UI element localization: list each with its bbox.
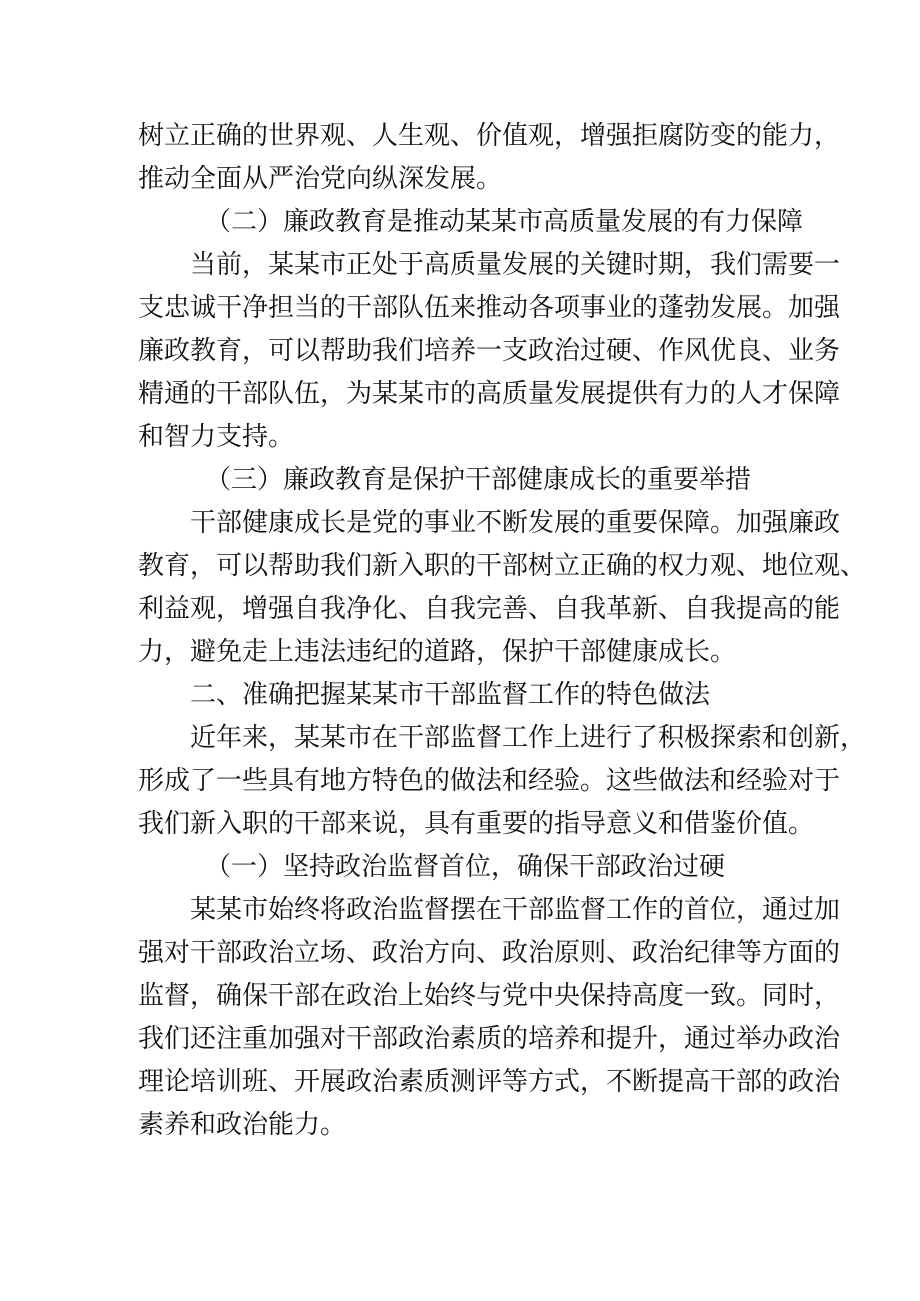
body-text-line: 强对干部政治立场、政治方向、政治原则、政治纪律等方面的 [138,938,841,968]
body-text-line: 推动全面从严治党向纵深发展。 [138,164,503,194]
body-text-line: 利益观，增强自我净化、自我完善、自我革新、自我提高的能 [138,594,841,624]
body-text-line: 监督，确保干部在政治上始终与党中央保持高度一致。同时， [138,981,841,1011]
body-text-line: 干部健康成长是党的事业不断发展的重要保障。加强廉政 [190,508,841,538]
body-text-line: 我们新入职的干部来说，具有重要的指导意义和借鉴价值。 [138,809,815,839]
body-text-line: 树立正确的世界观、人生观、价值观，增强拒腐防变的能力， [138,121,841,151]
body-text-line: 形成了一些具有地方特色的做法和经验。这些做法和经验对于 [138,766,841,796]
body-text-line: 教育，可以帮助我们新入职的干部树立正确的权力观、地位观、 [138,551,867,581]
body-text-line: 近年来，某某市在干部监督工作上进行了积极探索和创新， [190,723,867,753]
body-text-line: 力，避免走上违法违纪的道路，保护干部健康成长。 [138,637,737,667]
body-text-line: 廉政教育，可以帮助我们培养一支政治过硬、作风优良、业务 [138,336,841,366]
body-text-line: 理论培训班、开展政治素质测评等方式，不断提高干部的政治 [138,1067,841,1097]
body-text-line: 当前，某某市正处于高质量发展的关键时期，我们需要一 [190,250,841,280]
section-heading: 二、准确把握某某市干部监督工作的特色做法 [190,680,711,710]
section-heading: （一）坚持政治监督首位，确保干部政治过硬 [205,852,726,882]
section-heading: （三）廉政教育是保护干部健康成长的重要举措 [205,465,752,495]
body-text-line: 和智力支持。 [138,422,295,452]
body-text-line: 素养和政治能力。 [138,1110,347,1140]
body-text-line: 某某市始终将政治监督摆在干部监督工作的首位，通过加 [190,895,841,925]
section-heading: （二）廉政教育是推动某某市高质量发展的有力保障 [205,207,804,237]
body-text-line: 精通的干部队伍，为某某市的高质量发展提供有力的人才保障 [138,379,841,409]
body-text-line: 我们还注重加强对干部政治素质的培养和提升，通过举办政治 [138,1024,841,1054]
body-text-line: 支忠诚干净担当的干部队伍来推动各项事业的蓬勃发展。加强 [138,293,841,323]
